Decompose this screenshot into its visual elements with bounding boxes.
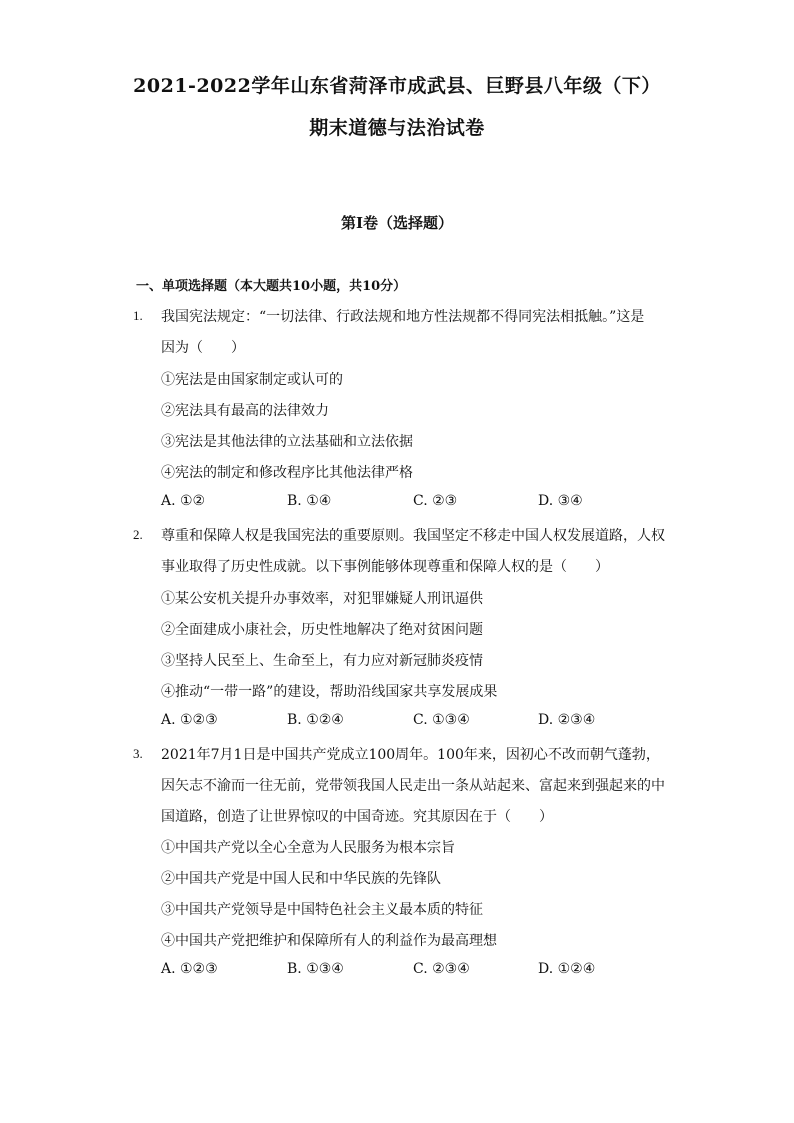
section-title: 第I卷（选择题） <box>340 214 454 232</box>
option-d: D. ②③④ <box>538 712 596 728</box>
question-stem-line: 我国宪法规定：“一切法律、行政法规和地方性法规都不得同宪法相抵触。”这是 <box>161 309 645 325</box>
statement: ④推动“一带一路”的建设，帮助沿线国家共享发展成果 <box>161 684 498 700</box>
option-d: D. ①②④ <box>538 961 596 977</box>
question-number: 2. <box>133 527 143 542</box>
question-stem-line: 事业取得了历史性成就。以下事例能够体现尊重和保障人权的是（ ） <box>161 559 609 575</box>
question-stem-line: 2021年7月1日是中国共产党成立100周年。100年来，因初心不改而朝气蓬勃， <box>161 747 660 763</box>
option-d: D. ③④ <box>538 493 583 509</box>
statement: ③宪法是其他法律的立法基础和立法依据 <box>161 434 413 450</box>
option-b: B. ①③④ <box>287 961 344 977</box>
option-c: C. ②③④ <box>413 961 470 977</box>
option-a: A. ①②③ <box>161 961 218 977</box>
statement: ①中国共产党以全心全意为人民服务为根本宗旨 <box>161 840 455 856</box>
question-stem-line: 尊重和保障人权是我国宪法的重要原则。我国坚定不移走中国人权发展道路，人权 <box>161 528 665 544</box>
question-number: 1. <box>133 308 143 323</box>
statement: ②全面建成小康社会，历史性地解决了绝对贫困问题 <box>161 622 483 638</box>
statement: ③坚持人民至上、生命至上，有力应对新冠肺炎疫情 <box>161 653 483 669</box>
question-stem-line: 国道路，创造了让世界惊叹的中国奇迹。究其原因在于（ ） <box>161 809 553 825</box>
question-number: 3. <box>133 746 143 761</box>
option-b: B. ①②④ <box>287 712 344 728</box>
option-a: A. ①②③ <box>161 712 218 728</box>
part-header: 一、单项选择题（本大题共10小题，共10分） <box>136 279 407 294</box>
exam-title-line1: 2021-2022学年山东省菏泽市成武县、巨野县八年级（下） <box>133 75 661 97</box>
question-stem-line: 因为（ ） <box>161 340 245 356</box>
statement: ②中国共产党是中国人民和中华民族的先锋队 <box>161 871 441 887</box>
statement: ②宪法具有最高的法律效力 <box>161 403 329 419</box>
statement: ①某公安机关提升办事效率，对犯罪嫌疑人刑讯逼供 <box>161 591 483 607</box>
option-a: A. ①② <box>161 493 206 509</box>
statement: ④宪法的制定和修改程序比其他法律严格 <box>161 465 413 481</box>
statement: ④中国共产党把维护和保障所有人的利益作为最高理想 <box>161 933 497 949</box>
option-c: C. ①③④ <box>413 712 470 728</box>
option-b: B. ①④ <box>287 493 332 509</box>
statement: ①宪法是由国家制定或认可的 <box>161 372 343 388</box>
statement: ③中国共产党领导是中国特色社会主义最本质的特征 <box>161 902 483 918</box>
question-stem-line: 因矢志不渝而一往无前，党带领我国人民走出一条从站起来、富起来到强起来的中 <box>161 778 665 794</box>
exam-title-line2: 期末道德与法治试卷 <box>309 117 485 139</box>
option-c: C. ②③ <box>413 493 458 509</box>
